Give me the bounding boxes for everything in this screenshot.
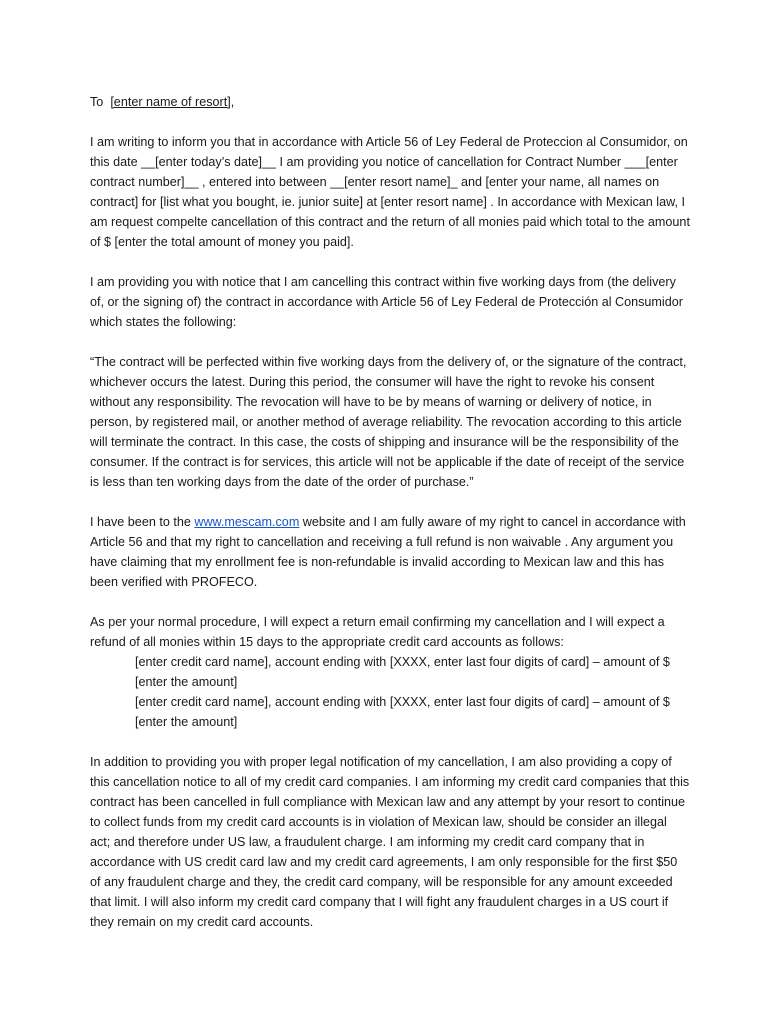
- paragraph-article-56-quote: “The contract will be perfected within five working days from the delivery of, or the signature of the contract, whichever occurs the latest. During this period, the consumer will have the right to revoke his consent without any responsibility. The revocation will have to be by means of warning or delivery of notice, in person, by registered mail, or another method of average reliability. The revocation according to this article will terminate the contract. In this case, the costs of shipping and insurance will be the responsibility of the consumer. If the contract is for services, this article will not be applicable if the date of receipt of the service is less than ten working days from the date of the order of purchase.”: [90, 355, 687, 489]
- mescam-link[interactable]: www.mescam.com: [194, 515, 300, 529]
- website-text-before: I have been to the: [90, 515, 195, 529]
- salutation-prefix: To: [90, 95, 104, 109]
- paragraph-mescam-website: [90, 512, 690, 592]
- paragraph-cancelling-within-five-days: I am providing you with notice that I am cancelling this contract within five working days from (the delivery of, or the signing of) the contract in accordance with Article 56 of Ley Federal de Protección al Consumidor which states the following:: [90, 275, 683, 329]
- refund-intro: As per your normal procedure, I will expect a return email confirming my cancellation and I will expect a refund of all monies within 15 days to the appropriate credit card accounts as follows:: [90, 615, 665, 649]
- credit-card-line-2: [enter credit card name], account ending with [XXXX, enter last four digits of card] – amount of $ [enter the amount]: [135, 695, 670, 729]
- letter-body: [90, 92, 690, 952]
- paragraph-notice-of-cancellation: I am writing to inform you that in accordance with Article 56 of Ley Federal de Proteccion al Consumidor, on this date __[enter today’s date]__ I am providing you notice of cancellation for Contract Number ___[enter contract number]__ , entered into between __[enter resort name]_ and [enter your name, all names on contract] for [list what you bought, ie. junior suite] at [enter resort name] . In accordance with Mexican law, I am request compelte cancellation of this contract and the return of all monies paid which total to the amount of $ [enter the total amount of money you paid].: [90, 135, 690, 249]
- refund-request-block: [90, 612, 690, 732]
- salutation-comma: ,: [230, 95, 235, 109]
- paragraph-credit-card-notification: In addition to providing you with proper legal notification of my cancellation, I am also providing a copy of this cancellation notice to all of my credit card companies. I am informing my credit card companies that this contract has been cancelled in full compliance with Mexican law and any attempt by your resort to continue to collect funds from my credit card accounts is in violation of Mexican law, should be consider an illegal act; and therefore under US law, a fraudulent charge. I am informing my credit card company that in accordance with US credit card law and my credit card agreements, I am only responsible for the first $50 of any fraudulent charge and they, the credit card company, will be responsible for any amount exceeded that limit. I will also inform my credit card company that I will fight any fraudulent charges in a US court if they remain on my credit card accounts.: [90, 755, 690, 929]
- resort-name-placeholder: [enter name of resort]: [110, 95, 231, 109]
- credit-card-line-1: [enter credit card name], account ending with [XXXX, enter last four digits of card] – amount of $ [enter the amount]: [135, 655, 670, 689]
- website-text-after: website and I am fully aware of my right to cancel in accordance with Article 56 and that my right to cancellation and receiving a full refund is non waivable . Any argument you have claiming that my enrollment fee is non-refundable is invalid according to Mexican law and this has been verified with PROFECO.: [90, 515, 686, 589]
- salutation: [90, 92, 690, 112]
